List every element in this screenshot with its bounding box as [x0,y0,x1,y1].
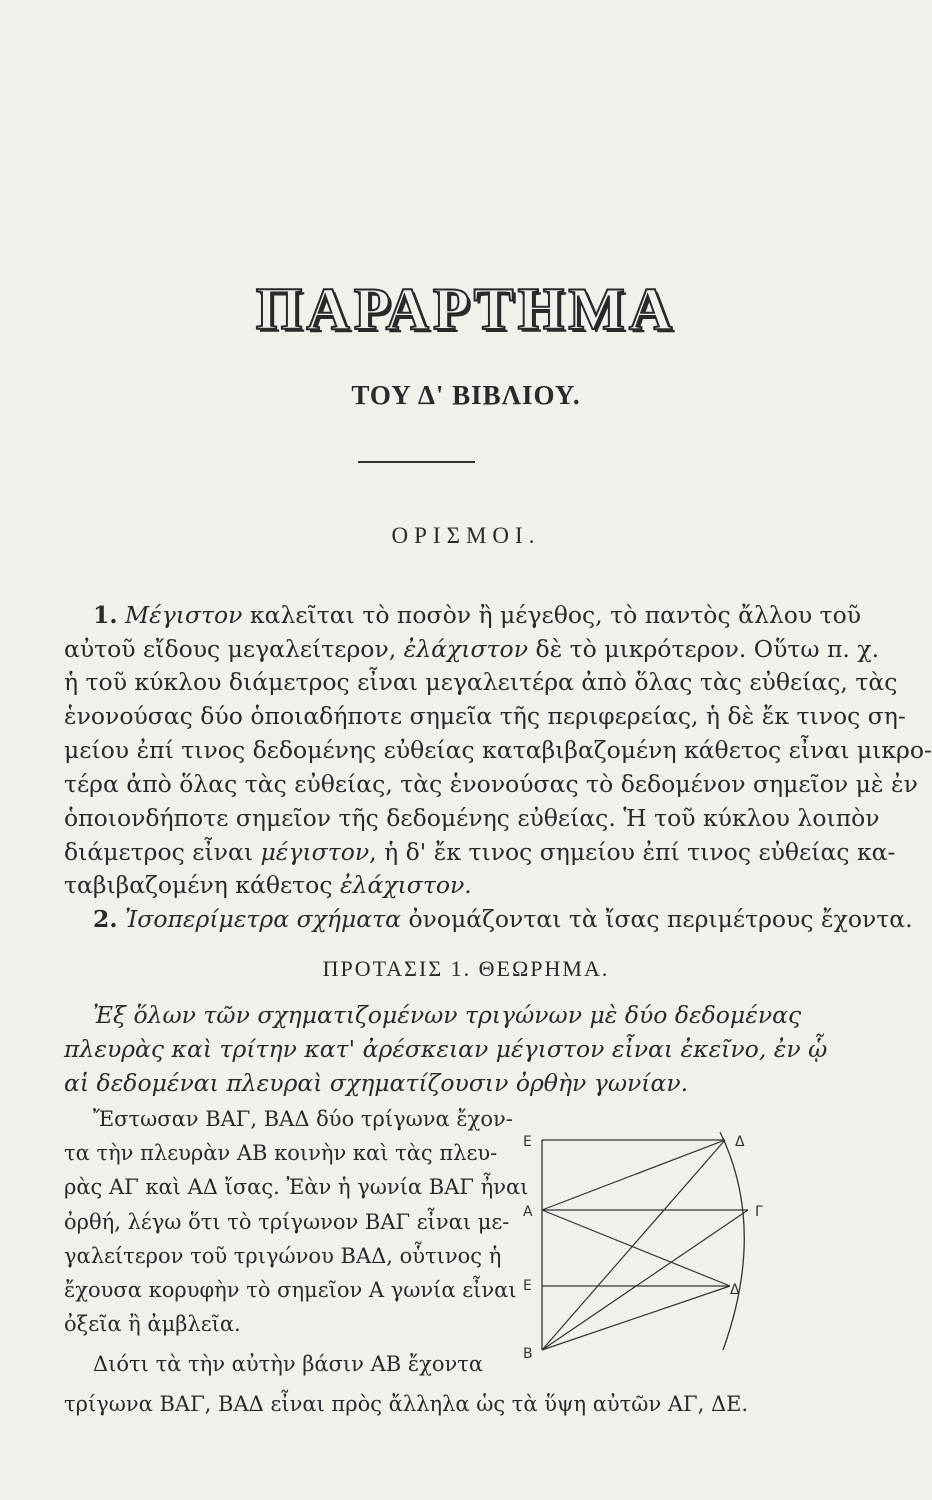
label-E-top: E [523,1134,532,1150]
label-G: Γ [755,1204,763,1220]
def1-line-3: ἡ τοῦ κύκλου διάμετρος εἶναι μεγαλειτέρα ἀπὸ ὅλας τὰς εὐθείας, τὰς [64,668,898,696]
def1-line-4: ἑνονούσας δύο ὁποιαδήποτε σημεῖα τῆς περιφερείας, ἡ δὲ ἔκ τινος ση- [64,702,906,730]
def1-line-8 [64,837,895,867]
definitions-heading: ΟΡΙΣΜΟΙ. [391,523,541,548]
arc-line [720,1132,744,1350]
def1-line-2-b: δὲ τὸ μικρότερον. Οὕτω π. χ. [527,635,880,663]
def1-number: 1. [93,601,118,629]
def1-term-maximum: Μέγιστον [125,601,243,629]
book-subtitle: ΤΟΥ Δ' ΒΙΒΛΙΟΥ. [351,380,581,410]
geometry-figure [515,1118,775,1368]
label-A: A [523,1204,533,1220]
proof-line-4: ὀρθή, λέγω ὅτι τὸ τρίγωνον ΒΑΓ εἶναι με- [64,1210,510,1234]
def2-number: 2. [93,905,118,933]
proof-line-6: ἔχουσα κορυφὴν τὸ σημεῖον Α γωνία εἶναι [64,1278,517,1302]
label-D-low: Δ [730,1282,740,1298]
def1-line-5: μείου ἐπί τινος δεδομένης εὐθείας καταβιβαζομένη κάθετος εἶναι μικρο- [64,736,932,764]
def2-term: Ἰσοπερίμετρα σχήματα [125,905,401,933]
def1-line-8-b: , ἡ δ' ἔκ τινος σημείου ἐπί τινος εὐθείας κα- [369,838,896,866]
def1-line-1-text: καλεῖται τὸ ποσὸν ἢ μέγεθος, τὸ παντὸς ἄλλου τοῦ [242,601,862,629]
label-E-low: E [523,1278,532,1294]
theorem-line-2: πλευρὰς καὶ τρίτην κατ' ἀρέσκειαν μέγιστον εἶναι ἐκεῖνο, ἐν ᾧ [64,1035,828,1063]
def1-line-2-a: αὐτοῦ εἴδους μεγαλείτερον, [64,635,404,663]
proof-line-1: Ἔστωσαν ΒΑΓ, ΒΑΔ δύο τρίγωνα ἔχον- [93,1107,513,1131]
proposition-heading: ΠΡΟΤΑΣΙΣ 1. ΘΕΩΡΗΜΑ. [322,956,610,981]
label-B: B [523,1346,533,1362]
def1-line-1 [93,600,861,630]
def1-line-7: ὁποιονδήποτε σημεῖον τῆς δεδομένης εὐθείας. Ἡ τοῦ κύκλου λοιπὸν [64,804,880,832]
proof-line-2: τα τὴν πλευρὰν ΑΒ κοινὴν καὶ τὰς πλευ- [64,1141,498,1165]
proof-line-7: ὀξεῖα ἢ ἀμβλεῖα. [64,1312,241,1336]
def1-line-9-a: ταβιβαζομένη κάθετος [64,871,340,899]
appendix-title: ΠΑΡΑΡΤΗΜΑ [255,276,677,342]
line-AD-top [542,1140,725,1210]
def1-line-8-a: διάμετρος εἶναι [64,838,261,866]
def1-line-6: τέρα ἀπὸ ὅλας τὰς εὐθείας, τὰς ἑνονούσας τὸ δεδομένον σημεῖον μὲ ἐν [64,770,918,798]
proof-line-8: Διότι τὰ τὴν αὐτὴν βάσιν ΑΒ ἔχοντα [93,1352,484,1376]
def2-rest: ὀνομάζονται τὰ ἴσας περιμέτρους ἔχοντα. [400,905,913,933]
def2-line [93,904,913,934]
def1-term-minimum: ἐλάχιστον [403,635,528,663]
proof-line-3: ρὰς ΑΓ καὶ ΑΔ ἴσας. Ἐὰν ἡ γωνία ΒΑΓ ἦναι [64,1175,529,1199]
proof-line-9: τρίγωνα ΒΑΓ, ΒΑΔ εἶναι πρὸς ἄλληλα ὡς τὰ ὕψη αὐτῶν ΑΓ, ΔΕ. [64,1392,749,1416]
def1-line-9 [64,870,472,900]
theorem-line-1: Ἐξ ὅλων τῶν σχηματιζομένων τριγώνων μὲ δύο δεδομένας [93,1001,802,1029]
proof-line-5: γαλείτερον τοῦ τριγώνου ΒΑΔ, οὗτινος ἡ [64,1244,502,1268]
def1-line-2 [64,634,879,664]
label-D-top: Δ [735,1134,745,1150]
def1-term-minimum-2: ἐλάχιστον. [339,871,472,899]
line-AD-low [542,1210,730,1286]
def1-term-maximum-2: μέγιστον [260,838,370,866]
separator-rule [358,461,475,463]
theorem-line-3: αἱ δεδομέναι πλευραὶ σχηματίζουσιν ὀρθὴν γωνίαν. [64,1069,689,1097]
